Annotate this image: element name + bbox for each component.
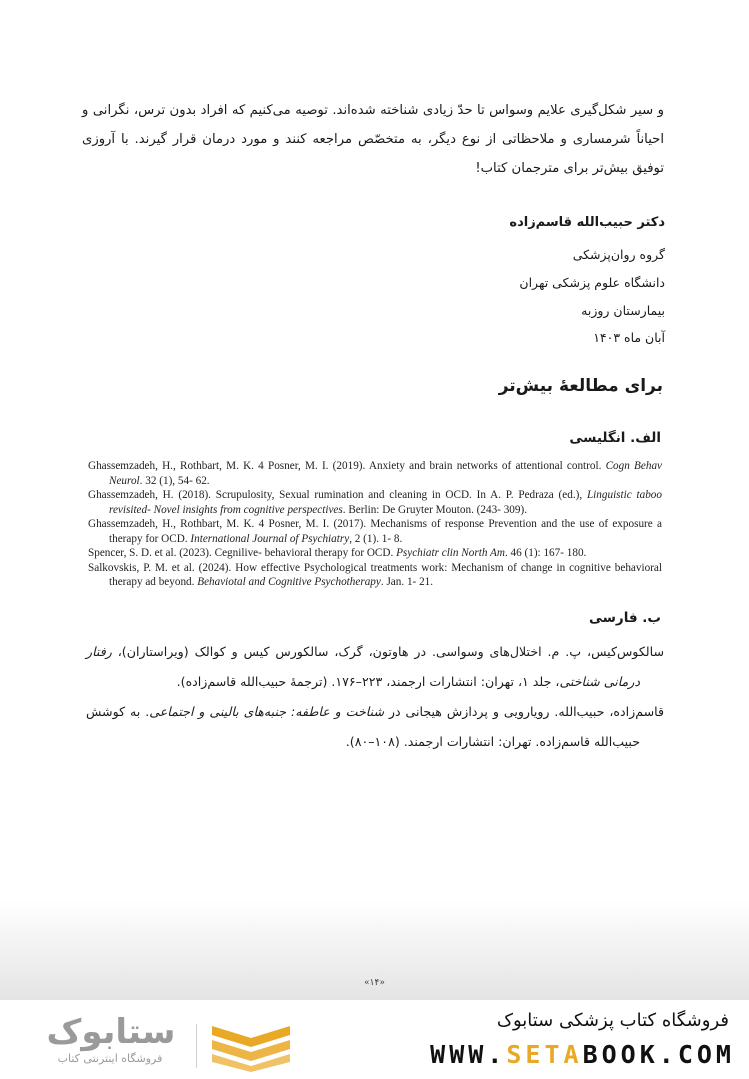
store-url: WWW.SETABOOK.COM: [430, 1040, 735, 1069]
store-logo-subtitle: فروشگاه اینترنتی کتاب: [57, 1052, 163, 1065]
reference-item: Spencer, S. D. et al. (2023). Cegnilive- behavioral therapy for OCD. Psychiatr clin North Am. 46 (1): 167- 180.: [88, 547, 587, 559]
reference-item: Ghassemzadeh, H., Rothbart, M. K. 4 Posner, M. I. (2017). Mechanisms of response Prevention and the use of exposure a therapy for OCD. International Journal of Psychiatry, 2 (1). 1- 8.: [88, 518, 662, 545]
persian-reference-list: [86, 637, 664, 757]
signature-university: دانشگاه علوم پزشکی تهران: [519, 275, 665, 290]
book-stack-logo-icon: [210, 1022, 292, 1072]
logo-divider: [196, 1024, 197, 1068]
reference-item: سالکوس‌کیس، پ. م. اختلال‌های وسواسی. در هاوتون، گرک، سالکورس کیس و کوالک (ویراستاران)، رفتار درمانی شناختی، جلد ۱، تهران: انتشارات ارجمند، ۲۲۳–۱۷۶. (ترجمهٔ حبیب‌الله قاسم‌زاده).: [86, 644, 664, 689]
signature-department: گروه روان‌پزشکی: [572, 247, 665, 262]
reference-item: Salkovskis, P. M. et al. (2024). How effective Psychological treatments work: Mechanism of change in cognitive behavioral therapy ad beyond. Behaviotal and Cognitive Psychotherapy. Jan. 1- 21.: [88, 561, 662, 588]
further-reading-heading: برای مطالعهٔ بیش‌تر: [498, 376, 663, 396]
signature-date: آبان ماه ۱۴۰۳: [593, 330, 665, 345]
store-name: فروشگاه کتاب پزشکی ستابوک: [496, 1010, 729, 1031]
page-number: «۱۴»: [364, 978, 385, 988]
signature-name: دکتر حبیب‌الله قاسم‌زاده: [509, 215, 665, 230]
store-watermark-banner: [0, 1000, 749, 1079]
signature-hospital: بیمارستان روزبه: [581, 303, 665, 318]
persian-refs-heading: ب. فارسی: [588, 610, 661, 626]
intro-paragraph: و سیر شکل‌گیری علایم وسواس تا حدّ زیادی شناخته شده‌اند. توصیه می‌کنیم که افراد بدون ترس، نگرانی و احیاناً شرمساری و ملاحظاتی از نوع دیگر، به متخصّص مراجعه کنند و مورد درمان قرار گیرند. با آروزی توفیق بیش‌تر برای مترجمان کتاب!: [82, 103, 664, 176]
reference-item: Ghassemzadeh, H., Rothbart, M. K. 4 Posner, M. I. (2019). Anxiety and brain networks of attentional control. Cogn Behav Neurol. 32 (1), 54- 62.: [88, 460, 662, 487]
reference-item: قاسم‌زاده، حبیب‌الله. رویارویی و پردازش هیجانی در شناخت و عاطفه: جنبه‌های بالینی و اجتماعی. به کوشش حبیب‌الله قاسم‌زاده. تهران: انتشارات ارجمند. (۱۰۸–۸۰).: [86, 704, 664, 749]
store-logo-wordmark: ستابوک: [46, 1012, 176, 1052]
reference-item: Ghassemzadeh, H. (2018). Scrupulosity, Sexual rumination and cleaning in OCD. In A. P. Pedraza (ed.), Linguistic taboo revisited- Novel insights from cognitive perspectives. Berlin: De Gruyter Mouton. (243- 309).: [88, 489, 662, 516]
english-reference-list: [88, 459, 662, 590]
english-refs-heading: الف. انگلیسی: [569, 430, 661, 446]
